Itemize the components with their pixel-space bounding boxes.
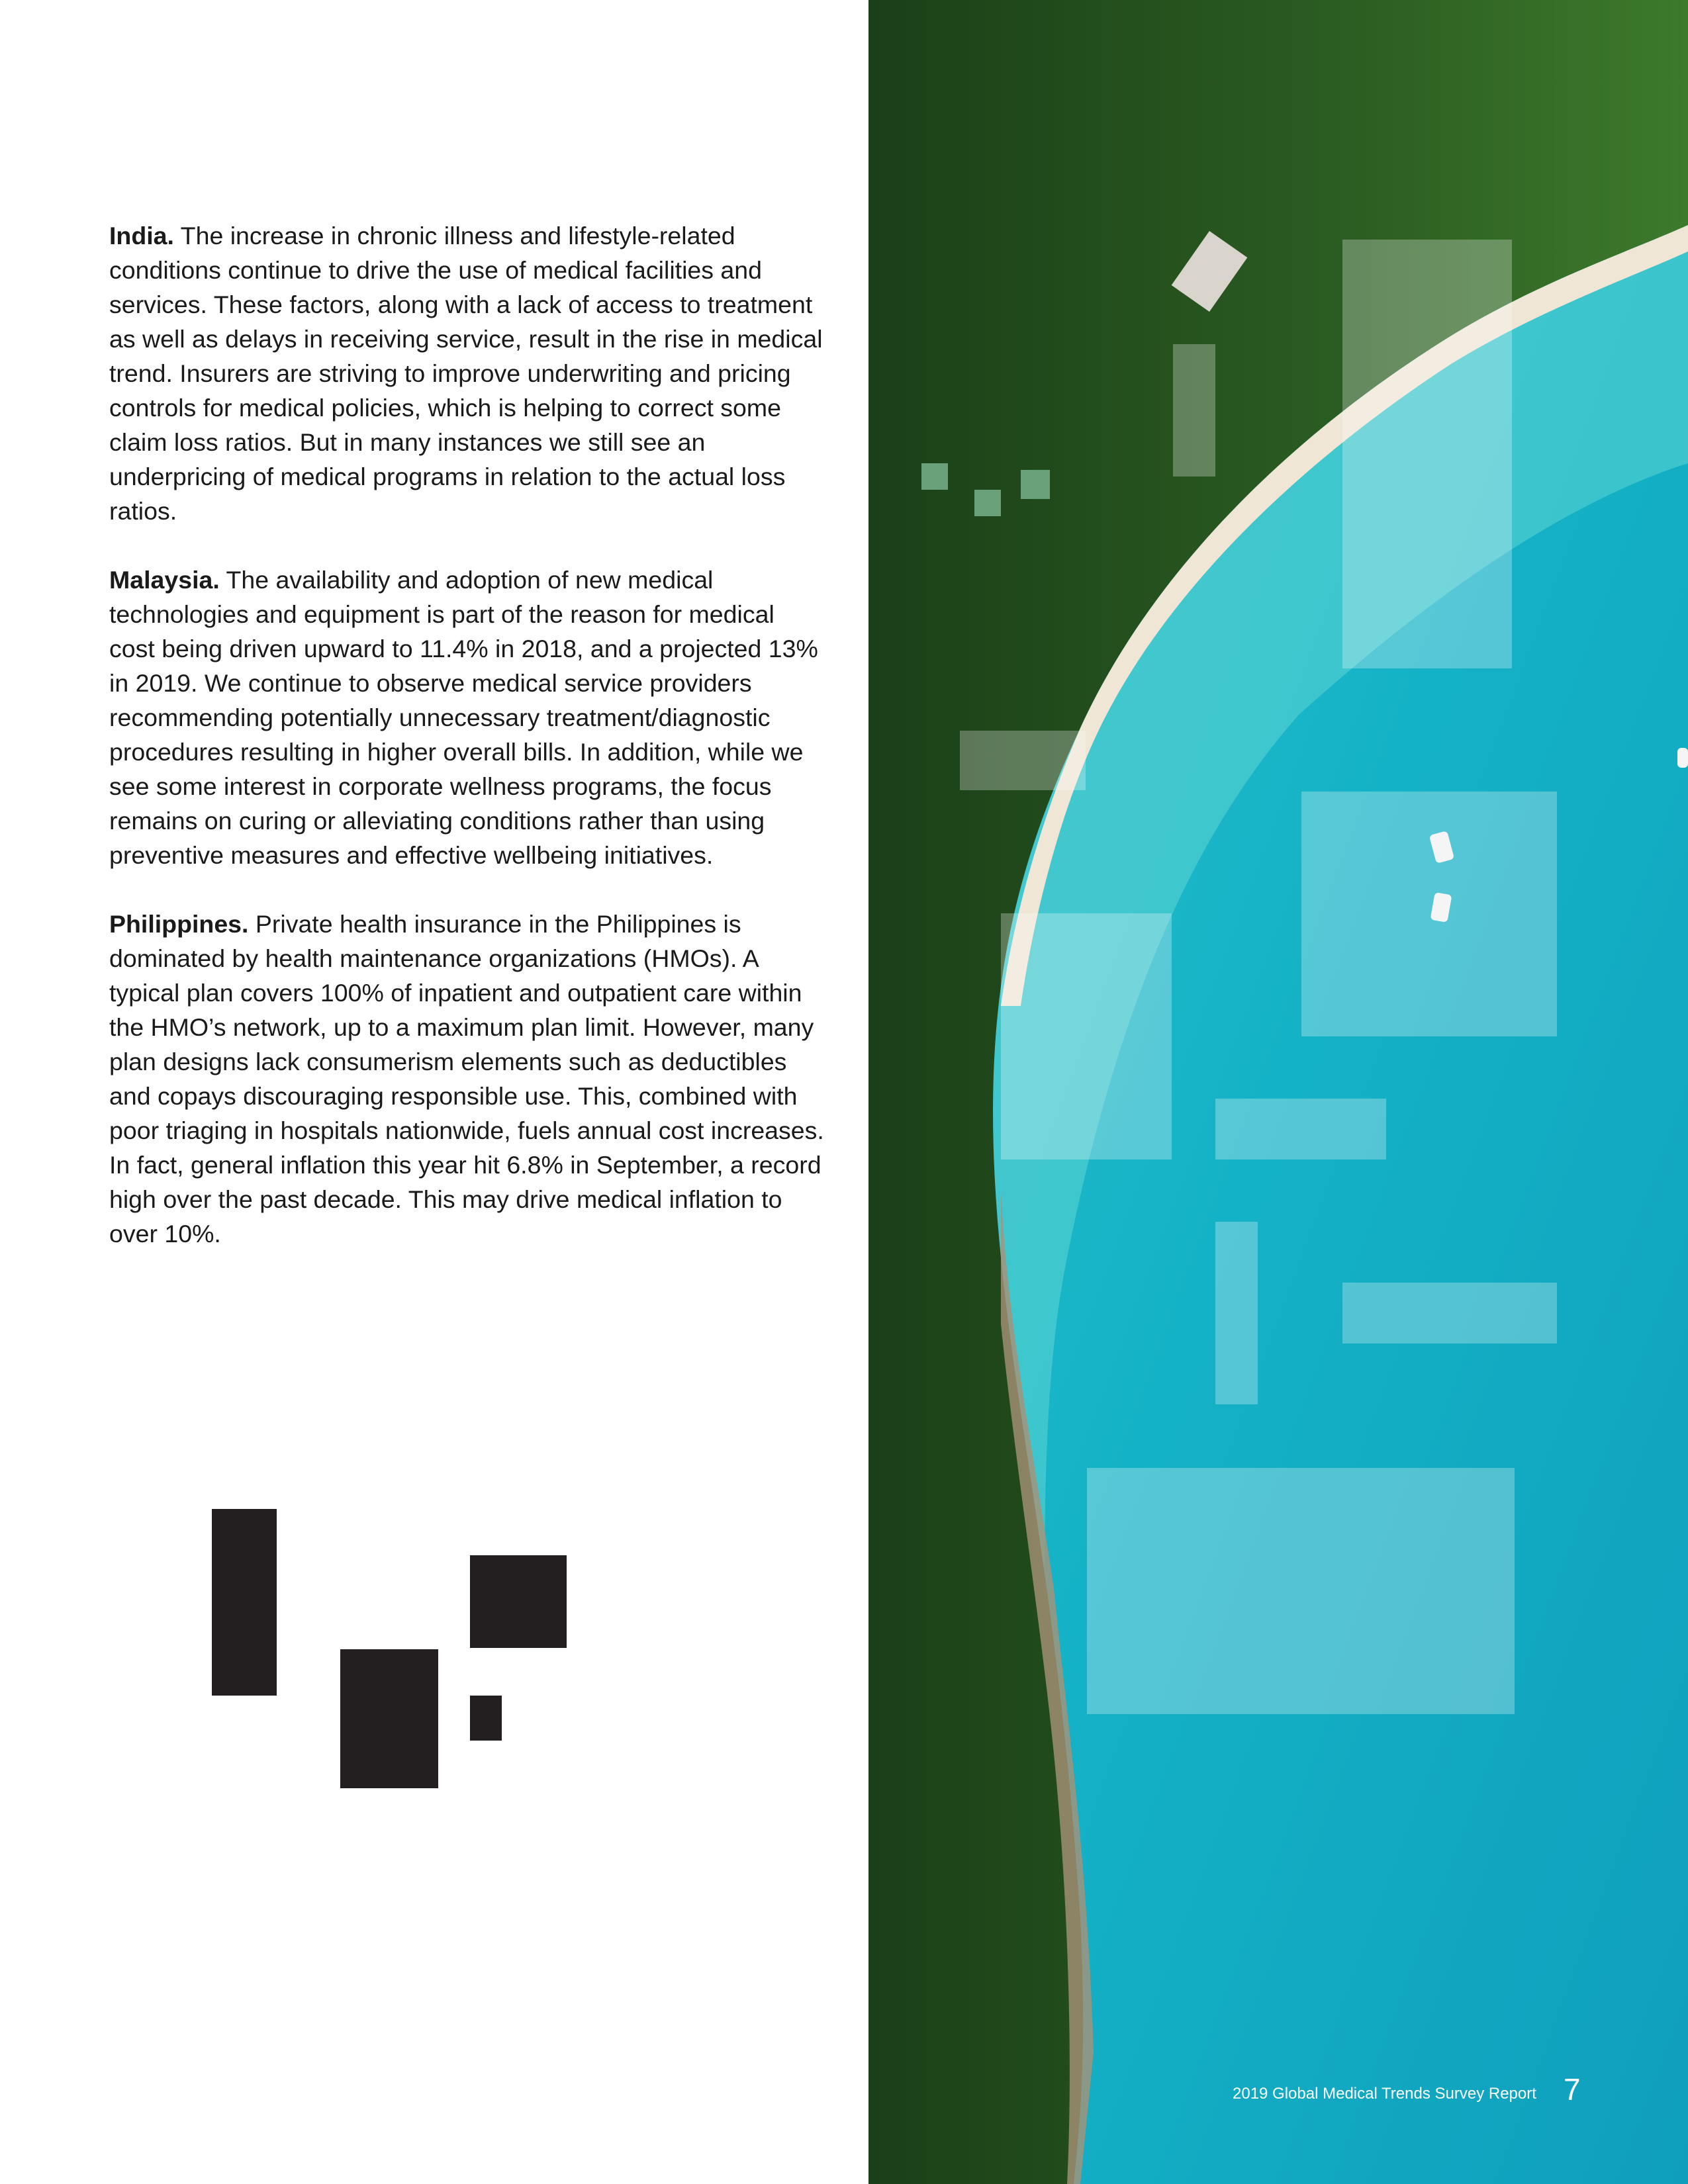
overlay-block: [1173, 344, 1215, 477]
decorative-block: [212, 1509, 277, 1696]
paragraph-body: The increase in chronic illness and lifestyle-related conditions continue to drive the use of medical facilities and services. These factors, along with a lack of access to treatment as well as delays in receiving service, result in the rise in medical trend. Insurers are striving to improve underwriting and pricing controls for medical policies, which is helping to correct some claim loss ratios. But in many instances we still see an underpricing of medical programs in relation to the actual loss ratios.: [109, 222, 823, 525]
decorative-block: [340, 1649, 438, 1788]
aerial-beach-photo: [868, 0, 1688, 2184]
boat-icon: [1677, 748, 1688, 768]
overlay-block: [1001, 913, 1172, 1160]
report-title: 2019 Global Medical Trends Survey Report: [1233, 2085, 1536, 2103]
paragraph-malaysia: [109, 563, 824, 872]
page-number: 7: [1564, 2072, 1581, 2107]
paragraph-heading: India.: [109, 222, 174, 250]
overlay-block: [1301, 792, 1557, 1036]
paragraph-body: The availability and adoption of new medical technologies and equipment is part of the reason for medical cost being driven upward to 11.4% in 2018, and a projected 13% in 2019. We continue to observe medical service providers recommending potentially unnecessary treatment/diagnostic procedures resulting in higher overall bills. In addition, while we see some interest in corporate wellness programs, the focus remains on curing or alleviating conditions rather than using preventive measures and effective wellbeing initiatives.: [109, 566, 818, 869]
overlay-block: [1342, 1283, 1557, 1343]
paragraph-heading: Malaysia.: [109, 566, 220, 594]
overlay-block: [960, 731, 1086, 790]
overlay-block: [1342, 240, 1512, 668]
paragraph-heading: Philippines.: [109, 910, 249, 938]
decorative-block: [470, 1696, 502, 1741]
article-text: [109, 218, 824, 1285]
paragraph-body: Private health insurance in the Philippines is dominated by health maintenance organizations (HMOs). A typical plan covers 100% of inpatient and outpatient care within the HMO’s network, up to a maximum plan limit. However, many plan designs lack consumerism elements such as deductibles and copays discouraging responsible use. This, combined with poor triaging in hospitals nationwide, fuels annual cost increases. In fact, general inflation this year hit 6.8% in September, a record high over the past decade. This may drive medical inflation to over 10%.: [109, 910, 824, 1248]
paragraph-philippines: [109, 907, 824, 1251]
paragraph-india: [109, 218, 824, 528]
overlay-block: [1215, 1222, 1258, 1404]
overlay-block: [1087, 1468, 1515, 1714]
decorative-block: [470, 1555, 567, 1648]
photo-illustration: [868, 0, 1688, 2184]
overlay-block: [1215, 1099, 1386, 1160]
